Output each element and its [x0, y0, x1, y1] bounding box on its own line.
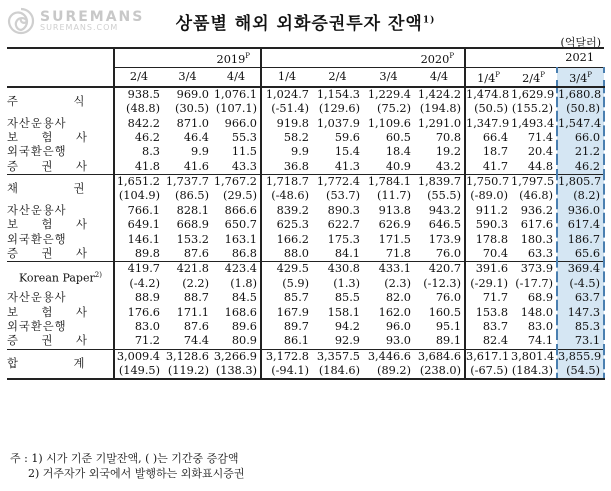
watermark-subtext: SUREMANS.COM: [40, 23, 119, 32]
value-cell: 369.4: [557, 262, 604, 277]
value-cell: 668.9: [176, 218, 209, 232]
row-label: 증 권 사: [7, 334, 97, 348]
change-cell: (75.2): [377, 102, 411, 116]
value-cell: 41.3: [334, 159, 360, 173]
value-cell: 1,291.0: [417, 116, 462, 130]
value-cell: 1,797.5: [511, 174, 557, 189]
value-cell: 969.0: [176, 87, 209, 101]
value-cell: 1,737.7: [163, 174, 212, 189]
value-cell: 1,076.1: [213, 87, 257, 101]
change-cell: (30.5): [175, 102, 209, 116]
quarter-header: 2/4: [114, 67, 163, 86]
value-cell: 646.5: [428, 218, 462, 232]
value-cell: 74.1: [527, 334, 554, 348]
year-2019: $2019^P$: [114, 48, 261, 67]
value-cell: 168.6: [224, 305, 257, 319]
change-cell: (50.5): [465, 102, 511, 116]
row-label: 보 험 사: [7, 130, 97, 144]
value-cell: 173.9: [428, 232, 462, 246]
row-label: 외국환은행: [7, 145, 67, 159]
value-cell: 11.5: [231, 145, 257, 159]
change-cell: (-51.4): [261, 102, 312, 116]
value-cell: 3,801.4: [511, 349, 557, 364]
value-cell: 178.8: [465, 232, 511, 246]
quarter-header: 4/4: [414, 67, 465, 86]
value-cell: 96.0: [385, 319, 411, 333]
value-cell: 20.4: [527, 145, 554, 159]
footnote: 주 : 1) 시가 기준 기말잔액, ( )는 기간중 증감액: [10, 452, 239, 465]
value-cell: 44.8: [527, 159, 554, 173]
change-cell: (1.3): [333, 276, 360, 290]
change-cell: (184.6): [312, 364, 363, 379]
row-label: 자산운용사: [7, 291, 67, 305]
value-cell: 83.7: [465, 320, 511, 334]
value-cell: 85.7: [261, 291, 312, 305]
value-cell: 36.8: [261, 159, 312, 174]
change-cell: (138.3): [212, 364, 261, 379]
value-cell: 71.8: [385, 247, 411, 261]
value-cell: 842.2: [114, 116, 163, 130]
value-cell: 55.3: [231, 130, 257, 144]
value-cell: 82.4: [465, 334, 511, 349]
value-cell: 158.1: [327, 305, 360, 319]
value-cell: 943.2: [428, 203, 462, 217]
year-2020: $2020^P$: [261, 48, 465, 67]
change-cell: (2.2): [182, 276, 209, 290]
change-cell: (86.5): [175, 189, 209, 203]
change-cell: (149.5): [114, 364, 163, 379]
value-cell: 1,839.7: [414, 174, 465, 189]
change-cell: (55.5): [427, 189, 462, 203]
change-cell: (-17.7): [515, 276, 554, 290]
value-cell: 18.7: [465, 145, 511, 159]
row-label: 보 험 사: [7, 305, 97, 319]
row-label: 보 험 사: [7, 218, 97, 232]
value-cell: 85.5: [334, 291, 360, 305]
quarter-header: 3/4: [363, 67, 414, 86]
value-cell: 3,172.8: [261, 349, 312, 364]
value-cell: 1,784.1: [363, 174, 414, 189]
value-cell: 1,651.2: [114, 174, 163, 189]
subcategory-row: [7, 204, 604, 218]
value-cell: 1,424.2: [417, 87, 462, 101]
value-cell: 65.6: [557, 247, 604, 262]
value-cell: 180.3: [520, 232, 554, 246]
value-cell: 41.6: [183, 159, 209, 173]
balance-table: [7, 47, 605, 380]
value-cell: 938.5: [114, 87, 163, 102]
value-cell: 83.0: [114, 320, 163, 334]
change-cell: (-4.5): [557, 277, 604, 291]
value-cell: 148.0: [520, 305, 554, 319]
value-cell: 153.2: [176, 232, 209, 246]
value-cell: 3,855.9: [557, 349, 604, 364]
value-cell: 171.1: [176, 305, 209, 319]
subcategory-row: [7, 334, 604, 349]
change-cell: (119.2): [163, 364, 212, 379]
value-cell: 8.3: [114, 145, 163, 159]
subcategory-row: [7, 131, 604, 145]
value-cell: 60.5: [385, 130, 411, 144]
value-cell: 63.7: [557, 291, 604, 305]
change-cell: (194.8): [419, 102, 462, 116]
value-cell: 89.6: [231, 319, 257, 333]
change-cell: (-48.6): [261, 189, 312, 203]
value-cell: 590.3: [465, 218, 511, 232]
change-cell: (11.7): [377, 189, 411, 203]
subcategory-row: [7, 159, 604, 174]
value-cell: 83.0: [527, 319, 554, 333]
row-label: 자산운용사: [7, 116, 67, 130]
value-cell: 839.2: [261, 204, 312, 218]
row-label: 외국환은행: [7, 232, 67, 246]
value-cell: 68.9: [527, 291, 554, 305]
quarter-header: $1/4^P$: [465, 67, 511, 86]
value-cell: 88.7: [183, 291, 209, 305]
row-label: 증 권 사: [7, 159, 97, 173]
value-cell: 828.1: [176, 203, 209, 217]
change-cell: (-94.1): [261, 364, 312, 379]
subcategory-row: [7, 116, 604, 130]
year-2021: 2021: [465, 48, 604, 67]
value-cell: 171.5: [378, 232, 411, 246]
change-cell: (29.5): [223, 189, 257, 203]
quarter-header: 3/4: [163, 67, 212, 86]
value-cell: 73.1: [557, 334, 604, 349]
value-cell: 175.3: [327, 232, 360, 246]
change-cell: (53.7): [326, 189, 360, 203]
value-cell: 88.0: [261, 247, 312, 262]
value-cell: 163.1: [224, 232, 257, 246]
change-cell: (5.9): [261, 277, 312, 291]
value-cell: 70.8: [435, 130, 462, 144]
value-cell: 1,805.7: [557, 174, 604, 189]
value-cell: 1,229.4: [367, 87, 411, 101]
subcategory-row: [7, 305, 604, 319]
row-label: Korean Paper$^{2)}$: [7, 262, 114, 291]
category-row: [7, 87, 604, 102]
value-cell: 890.3: [327, 203, 360, 217]
value-cell: 166.2: [261, 232, 312, 246]
value-cell: 622.7: [327, 218, 360, 232]
change-cell: (129.6): [318, 102, 360, 116]
value-cell: 429.5: [261, 262, 312, 277]
change-cell: (104.9): [114, 189, 163, 203]
value-cell: 866.6: [224, 203, 257, 217]
value-cell: 649.1: [114, 218, 163, 232]
change-cell: (50.8): [557, 102, 604, 116]
value-cell: 87.6: [183, 247, 209, 261]
value-cell: 153.8: [465, 305, 511, 319]
change-cell: (-12.3): [423, 276, 462, 290]
value-cell: 871.0: [176, 116, 209, 130]
change-cell: (46.8): [519, 189, 554, 203]
value-cell: 46.2: [557, 159, 604, 174]
value-cell: 186.7: [557, 232, 604, 246]
value-cell: 913.8: [378, 203, 411, 217]
watermark-text: SUREMANS: [40, 9, 145, 25]
value-cell: 626.9: [378, 218, 411, 232]
value-cell: 41.7: [465, 159, 511, 174]
value-cell: 94.2: [334, 319, 360, 333]
quarter-header: $2/4^P$: [511, 67, 557, 86]
row-label: 외국환은행: [7, 319, 67, 333]
quarter-header: 1/4: [261, 67, 312, 86]
value-cell: 3,128.6: [163, 349, 212, 364]
value-cell: 420.7: [414, 262, 465, 277]
value-cell: 21.2: [557, 145, 604, 159]
change-cell: (1.8): [230, 276, 257, 290]
value-cell: 95.1: [435, 319, 462, 333]
value-cell: 1,109.6: [367, 116, 411, 130]
value-cell: 9.9: [191, 145, 209, 159]
change-cell: (8.2): [557, 189, 604, 203]
footnote: 2) 거주자가 외국에서 발행하는 외화표시증권: [28, 467, 245, 480]
row-label: 채 권: [7, 174, 114, 203]
value-cell: 40.9: [385, 159, 411, 173]
change-cell: (2.3): [384, 276, 411, 290]
value-cell: 160.5: [428, 305, 462, 319]
value-cell: 1,474.8: [466, 87, 510, 101]
subcategory-row: [7, 232, 604, 246]
value-cell: 421.8: [163, 262, 212, 277]
value-cell: 85.3: [557, 320, 604, 334]
category-row: [7, 174, 604, 189]
value-cell: 1,772.4: [312, 174, 363, 189]
value-cell: 391.6: [465, 262, 511, 277]
subcategory-row: [7, 247, 604, 262]
header-blank: [7, 67, 114, 86]
value-cell: 3,446.6: [363, 349, 414, 364]
value-cell: 89.7: [261, 320, 312, 334]
value-cell: 617.6: [520, 218, 554, 232]
value-cell: 71.7: [465, 291, 511, 305]
value-cell: 71.4: [527, 130, 554, 144]
row-label: 자산운용사: [7, 203, 67, 217]
value-cell: 92.9: [334, 334, 360, 348]
value-cell: 3,617.1: [466, 349, 510, 363]
value-cell: 1,629.9: [511, 87, 555, 101]
value-cell: 93.0: [385, 334, 411, 348]
value-cell: 966.0: [224, 116, 257, 130]
value-cell: 46.4: [183, 130, 209, 144]
value-cell: 71.2: [114, 334, 163, 349]
unit-label: (억달러): [560, 36, 601, 49]
row-label: 증 권 사: [7, 247, 97, 261]
subcategory-row: [7, 145, 604, 159]
value-cell: 88.9: [114, 291, 163, 305]
value-cell: 373.9: [511, 262, 557, 277]
value-cell: 423.4: [212, 262, 261, 277]
quarter-header: 4/4: [212, 67, 261, 86]
row-label: 주 식: [7, 94, 111, 108]
value-cell: 82.0: [385, 291, 411, 305]
value-cell: 1,750.7: [466, 175, 510, 189]
value-cell: 162.0: [378, 305, 411, 319]
value-cell: 167.9: [261, 305, 312, 319]
value-cell: 936.2: [520, 203, 554, 217]
value-cell: 46.2: [114, 131, 163, 145]
change-cell: (-4.2): [114, 277, 163, 291]
value-cell: 1,037.9: [316, 116, 360, 130]
quarter-header: 2/4: [312, 67, 363, 86]
value-cell: 625.3: [261, 218, 312, 232]
subcategory-row: [7, 291, 604, 305]
value-cell: 650.7: [224, 218, 257, 232]
value-cell: 58.2: [261, 131, 312, 145]
value-cell: 86.1: [261, 334, 312, 349]
change-cell: (184.3): [511, 364, 557, 379]
change-cell: (48.8): [114, 102, 163, 116]
value-cell: 66.4: [465, 131, 511, 145]
change-cell: (238.0): [414, 364, 465, 379]
value-cell: 3,684.6: [414, 349, 465, 364]
subcategory-row: [7, 218, 604, 232]
value-cell: 66.0: [557, 131, 604, 145]
subcategory-row: [7, 320, 604, 334]
value-cell: 80.9: [231, 334, 257, 348]
value-cell: 43.3: [231, 159, 257, 173]
value-cell: 766.1: [114, 204, 163, 218]
value-cell: 76.0: [435, 291, 462, 305]
change-cell: (107.1): [215, 102, 257, 116]
title-footnote-mark: 1): [422, 15, 436, 26]
value-cell: 147.3: [557, 305, 604, 319]
change-cell: (-89.0): [465, 189, 511, 203]
value-cell: 1,347.9: [466, 116, 510, 130]
value-cell: 936.0: [557, 204, 604, 218]
value-cell: 919.8: [261, 116, 312, 130]
value-cell: 84.5: [231, 291, 257, 305]
category-row: [7, 349, 604, 364]
value-cell: 41.8: [114, 159, 163, 174]
value-cell: 1,024.7: [261, 87, 312, 102]
value-cell: 1,154.3: [316, 87, 360, 101]
value-cell: 9.9: [261, 145, 312, 159]
value-cell: 911.2: [465, 204, 511, 218]
quarter-header: $3/4^P$: [557, 67, 604, 86]
value-cell: 89.8: [114, 247, 163, 262]
value-cell: 1,680.8: [557, 87, 604, 102]
value-cell: 3,357.5: [312, 349, 363, 364]
value-cell: 19.2: [435, 145, 462, 159]
value-cell: 18.4: [385, 145, 411, 159]
category-row: [7, 262, 604, 277]
page-title: 상품별 해외 외화증권투자 잔액$^{1)}$: [175, 14, 436, 34]
value-cell: 84.1: [334, 247, 360, 261]
value-cell: 146.1: [114, 232, 163, 246]
change-cell: (89.2): [363, 364, 414, 379]
value-cell: 89.1: [435, 334, 462, 348]
change-cell: (54.5): [557, 364, 604, 379]
value-cell: 1,493.4: [511, 116, 555, 130]
value-cell: 43.2: [435, 159, 462, 173]
header-blank: [7, 48, 114, 67]
row-label: 합 계: [7, 349, 114, 379]
value-cell: 617.4: [557, 218, 604, 232]
value-cell: 176.6: [114, 305, 163, 319]
value-cell: 70.4: [465, 247, 511, 262]
value-cell: 76.0: [435, 247, 462, 261]
change-cell: (-29.1): [465, 277, 511, 291]
value-cell: 1,767.2: [212, 174, 261, 189]
change-cell: (155.2): [511, 102, 554, 116]
value-cell: 59.6: [334, 130, 360, 144]
value-cell: 3,266.9: [212, 349, 261, 364]
value-cell: 15.4: [334, 145, 360, 159]
value-cell: 63.3: [527, 247, 554, 261]
value-cell: 87.6: [183, 319, 209, 333]
value-cell: 1,547.4: [557, 116, 604, 130]
value-cell: 3,009.4: [114, 349, 163, 364]
value-cell: 74.4: [183, 334, 209, 348]
value-cell: 1,718.7: [261, 174, 312, 189]
value-cell: 419.7: [114, 262, 163, 277]
value-cell: 433.1: [363, 262, 414, 277]
change-cell: (-67.5): [465, 364, 511, 379]
value-cell: 430.8: [312, 262, 363, 277]
value-cell: 86.8: [231, 247, 257, 261]
